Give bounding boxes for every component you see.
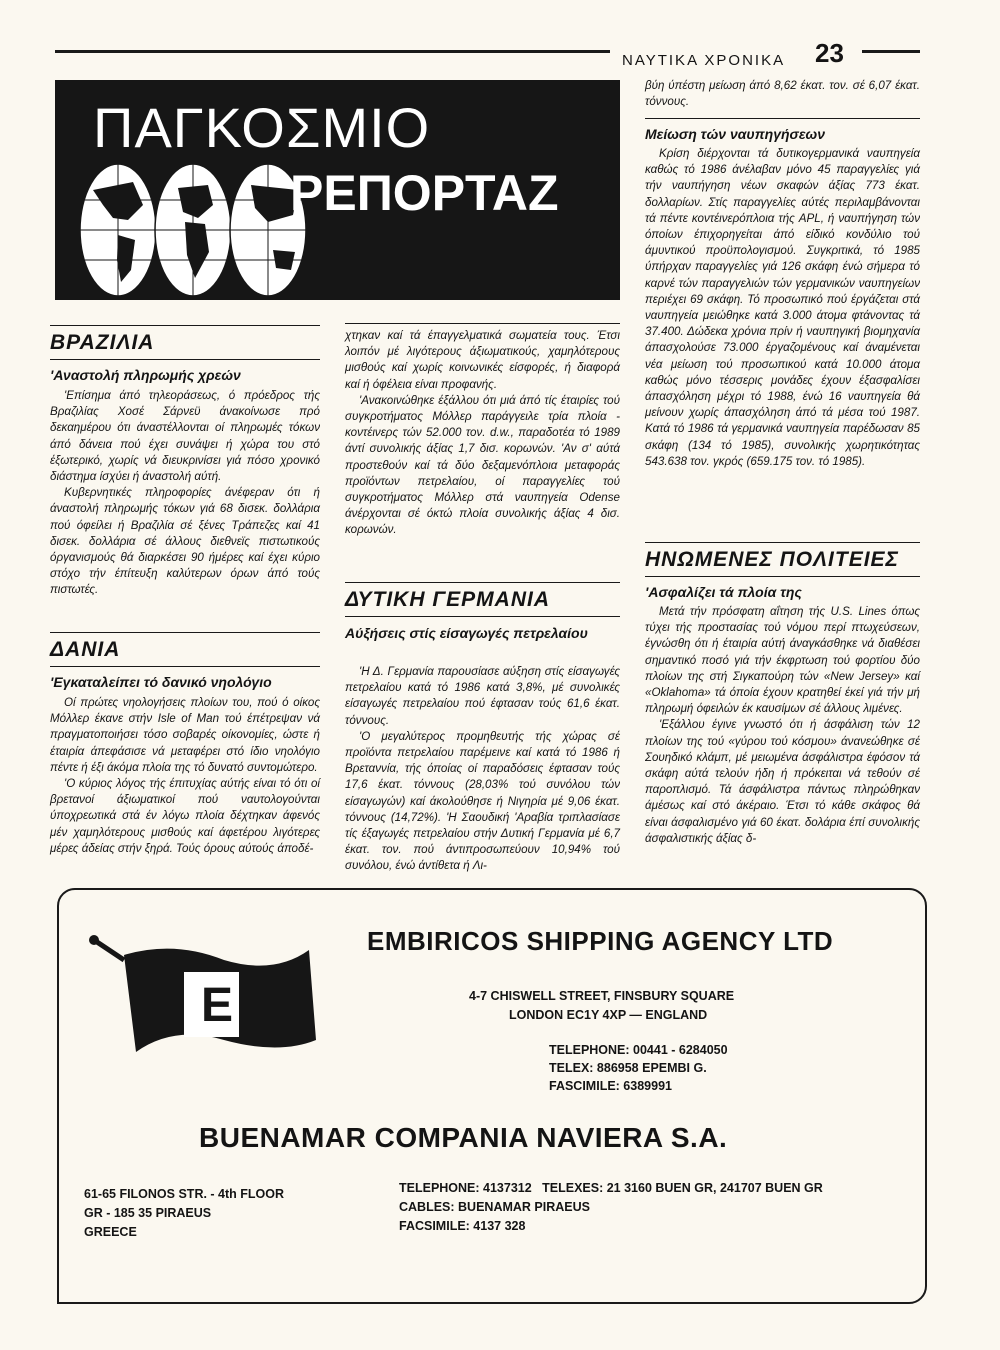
banner-title-line2: ΡΕΠΟΡΤΑΖ [290, 165, 559, 221]
paragraph: Κρίση διέρχονται τά δυτικογερμανικά ναυπηγεία καθώς τό 1986 άνέλαβαν μόνο 45 παραγγελίες γιά τήν ναυπήγηση νέων σκαφών άξίας 773 έκατ. δολλαρίων. Στίς παραγγελίες αύτές περιλαμβάνονται τά πέντε κοντέινερόπλοια τής APL, ή ναυπήγηση τών όποίων έπιχορηγείται άπό είδικό κονδύλιο τού άμυντικού προϋπολογισμού. Συγκριτικά, τό 1985 ύπήρχαν παραγγελίες γιά 126 σκάφη ένώ σήμερα τό καρνέ τών παραγγελιών τών γερμανικών ναυπηγείων περιέχει 69 σκάφη. Τό προσωπικό πού έργάζεται στά ναυπηγεία μειώθηκε κατά 3.000 άτομα φτάνοντας τά 37.400. Δώδεκα χρόνια πρίν ή ναυπηγική βιομηχανία άπασχολούσε 73.000 έργαζομένους καί άναμένεται νέα μείωση τού προσωπικού κατά 10.000 άτομα καθώς μόνο τέσσερις μονάδες έχουν έξασφαλίσει άπασχόληση μέχρι τό 1988, ένώ 16 ναυπηγεία θά μείνουν χωρίς άπασχόληση άπό τά μέσα τού 1987. Κατά τό 1986 τά γερμανικά ναυπηγεία παρέδωσαν 85 σκάφη (134 τό 1985), συνολικής χωρητικότητας 543.638 τον. γκρός (659.175 τον. τό 1985). [645, 147, 920, 468]
globe-icon [73, 160, 313, 300]
paragraph: χτηκαν καί τά έπαγγελματικά σωματεία τους. Έτσι λοιπόν μέ λιγότερους άξιωματικούς, χαμηλότερους μισθούς καί χωρίς κοινωνικές είσφορές, ή διαφορά καί ή όφέλεια είναι προφανής. [345, 329, 620, 391]
section-rule [50, 632, 320, 633]
telephone [399, 1180, 823, 1197]
article-shipbuilding [645, 146, 920, 470]
paragraph: 'Εξάλλου έγινε γνωστό ότι ή άσφάλιση τών 12 πλοίων της τού «γύρου τού κόσμου» άνανεώθηκε σέ Σουηδικό κλάμπ, μέ μειωμένα άσφάλιστρα έφόσον τά σκάφη αύτά τελούν ήδη ή πρόκειται νά τεθούν σέ παροπλισμό. Τά άσφάλιστρα πάντως πληρώθηκαν άμέσως καί στό άκέραιο. Έτσι τό κάθε σκάφος θά είναι άσφαλισμένο γιά 60 έκατ. δολάρια έπί συνολικής άσφαλιστικής άξίας δ- [645, 718, 920, 845]
paragraph: Οί πρώτες νηολογήσεις πλοίων του, πού ό οίκος Μόλλερ έκανε στήν Isle of Man τού έπέτρεψαν νά πραγματοποιήσει τόσο σοβαρές οίκονομίες, ώστε ή έταιρία άπεφάσισε νά μεταφέρει στό ίδιο νηολόγιο πέντε ή έξι άκόμα πλοία της τό δυνατό συντομώτερο. [50, 696, 320, 774]
paragraph: Μετά τήν πρόσφατη αΐτηση τής U.S. Lines όπως τύχει τής προστασίας τού νόμου περί πτωχεύσεων, έγνώσθη ότι ή έταιρία αύτή άναγκάσθηκε νά διαθέσει σημαντικό ποσό γιά τήν έκφρτωση τού φορτίου δύο πλοίων της στή Σιγκαπούρη τών «New Jersey» καί «Oklahoma» τά όποία έχουν κρατηθεί έκεί γιά τήν μή πληρωμή όφειλών έκ καυσίμων σέ άλλους λιμένες. [645, 605, 920, 716]
banner-title-line1: ΠΑΓΚΟΣΜΙΟ [93, 96, 431, 159]
section-rule [645, 542, 920, 543]
paragraph: 'Επίσημα άπό τηλεοράσεως, ό πρόεδρος τής Βραζιλίας Χοσέ Σάρνεϋ άνακοίνωσε πρό δεκαημέρου ότι άναστέλλονται οί πληρωμές τόκων άπό δάνεια πού έχει συνάψει ή χώρα του στό έξωτερικό, χωρίς νά διευκρινίσει γιά πόσο χρονικό διάστημα ίσχύει ή άναστολή αύτή. [50, 389, 320, 484]
company-name-embiricos: EMBIRICOS SHIPPING AGENCY LTD [367, 926, 834, 956]
article-usa [645, 604, 920, 847]
telex: TELEX: 886958 EPEMBI G. [549, 1061, 707, 1075]
section-rule [345, 323, 620, 324]
telephone-number: TELEPHONE: 4137312 [399, 1181, 532, 1195]
paragraph: βύη ύπέστη μείωση άπό 8,62 έκατ. τον. σέ 6,07 έκατ. τόννους. [645, 79, 920, 109]
section-rule [50, 666, 320, 667]
paragraph: 'Ο μεγαλύτερος προμηθευτής τής χώρας σέ προϊόντα πετρελαίου παρέμεινε καί κατά τό 1986 ή Βρεταννία, τής όποίας οί παραδόσεις έφτασαν τούς 17,6 έκατ. τόννους (28,03% τού συνόλου τών είσαγωγών) καί άκολούθησε ή Νιγηρία μέ 9,06 έκατ. τόννους (14,72%). 'Η Σαουδική 'Αραβία τριπλασίασε τίς έξαγωγές πετρελαίου στήν Δυτική Γερμανία μέ 6,7 έκατ. τον. πού άντιπροσωπεύουν 10,94% τού συνόλου, ένώ άντίθετα ή Λι- [345, 729, 620, 873]
header-rule-right [862, 50, 920, 53]
address-line: GREECE [84, 1225, 137, 1239]
publication-title: ΝΑΥΤΙΚΑ ΧΡΟΝΙΚΑ [622, 52, 786, 69]
telephone: TELEPHONE: 00441 - 6284050 [549, 1043, 728, 1057]
article-germany [345, 664, 620, 875]
section-rule [345, 582, 620, 583]
article-denmark [50, 695, 320, 857]
cables: CABLES: BUENAMAR PIRAEUS [399, 1200, 590, 1214]
page-number: 23 [815, 38, 844, 68]
section-title-west-germany: ΔΥΤΙΚΗ ΓΕΡΜΑΝΙΑ [345, 588, 550, 611]
address-line: LONDON EC1Y 4XP — ENGLAND [509, 1008, 708, 1022]
flag-letter: E [201, 979, 234, 1032]
headline-germany: Αύξήσεις στίς είσαγωγές πετρελαίου [345, 625, 588, 641]
telexes: TELEXES: 21 3160 BUEN GR, 241707 BUEN GR [542, 1181, 823, 1195]
section-title-usa: ΗΝΩΜΕΝΕΣ ΠΟΛΙΤΕΙΕΣ [645, 548, 899, 571]
header-rule-left [55, 50, 610, 53]
article-denmark-continued [345, 328, 620, 539]
article-brazil [50, 388, 320, 599]
section-rule [50, 325, 320, 326]
address-line: GR - 185 35 PIRAEUS [84, 1206, 212, 1220]
section-rule [645, 118, 920, 119]
section-rule [50, 359, 320, 360]
headline-usa: 'Ασφαλίζει τά πλοία της [645, 584, 802, 600]
company-name-buenamar: BUENAMAR COMPANIA NAVIERA S.A. [199, 1122, 728, 1153]
paragraph: 'Η Δ. Γερμανία παρουσίασε αύξηση στίς είσαγωγές πετρελαίου κατά τό 1986 κατά 3,8%, μέ συνολικές είσαγωγές πετρελαίου πού έφτασαν τούς 61,6 έκατ. τόννους. [345, 665, 620, 727]
paragraph: Κυβερνητικές πληροφορίες άνέφεραν ότι ή άναστολή πληρωμής τόκων γιά 68 δισεκ. δολλάρια πού όφείλει ή Βραζιλία σέ ξένες Τράπεζες καί 41 δισεκ. δολλάρια σέ άλλους διεθνεϊς πιστωτικούς όργανισμούς θά διαρκέσει 90 ήμέρες καί έχει κύριο στόχο τήν έπίτευξη καλύτερων όρων άπό τούς πιστωτές. [50, 486, 320, 597]
address-line: 61-65 FILONOS STR. - 4th FLOOR [84, 1187, 285, 1201]
section-rule [345, 616, 620, 617]
fax: FASCIMILE: 6389991 [549, 1079, 672, 1093]
address-line: 4-7 CHISWELL STREET, FINSBURY SQUARE [469, 989, 735, 1003]
headline-shipbuilding: Μείωση τών ναυπηγήσεων [645, 126, 826, 142]
section-title-brazil: ΒΡΑΖΙΛΙΑ [50, 331, 155, 354]
advertisement [57, 888, 927, 1304]
section-title-denmark: ΔΑΝΙΑ [50, 638, 121, 661]
section-rule [645, 576, 920, 577]
headline-brazil: 'Αναστολή πληρωμής χρεών [50, 367, 241, 383]
world-report-banner [55, 80, 620, 300]
paragraph: 'Ο κύριος λόγος τής έπιτυχίας αύτής είναι τό ότι οί βρετανοί άξιωματικοί πού ναυτολογούνται ύποχρεωτικά στά έν λόγω πλοία δέχτηκαν άφενός μέν χαμηλότερους μισθούς καί άφετέρου λιγότερες μέρες άδείας στήν ξηρά. Τούς όρους αύτούς άποδέ- [50, 777, 320, 855]
headline-denmark: 'Εγκαταλείπει τό δανικό νηολόγιο [50, 674, 272, 690]
paragraph: 'Ανακοινώθηκε έξάλλου ότι μιά άπό τίς έταιρίες τού συγκροτήματος Μόλλερ παράγγειλε τρία πλοία - κοντέινερς τών 52.000 τον. d.w., παραδοτέα τό 1989 άντί συνολικής άξίας 1,7 δισ. κορωνών. 'Αν σ' αύτά προστεθούν καί τά δύο δεξαμενόπλοια μεταφοράς προϊόντων πετρελαίου, οί παραγγελίες τού συγκροτήματος Μόλλερ στά ναυπηγεία Odense άνέρχονται σέ όκτώ πλοία συνολικής άξίας 4 δισ. κορωνών. [345, 393, 620, 537]
article-germany-continued [645, 78, 920, 110]
fax: FACSIMILE: 4137 328 [399, 1219, 526, 1233]
